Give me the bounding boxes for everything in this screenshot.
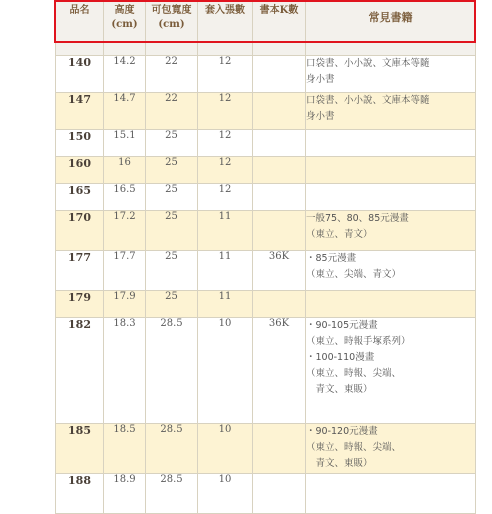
row-width-cell: 25 [146,211,198,251]
table-row [56,157,476,184]
row-k-cell [253,130,306,157]
table-row [56,474,476,514]
header-name-label: 品名 [69,5,90,16]
row-width-cell: 25 [146,184,198,211]
row-width-cell: 25 [146,251,198,291]
row-books-cell [306,318,476,424]
header-height [104,1,146,56]
row-books-cell [306,130,476,157]
row-height-cell: 17.2 [104,211,146,251]
row-width-cell: 25 [146,291,198,318]
row-height-cell: 14.7 [104,93,146,130]
book-line: 身小書 [306,74,335,85]
book-line: （東立、時報、尖端、 [306,368,402,379]
row-name-cell: 179 [56,291,104,318]
row-name-cell: 147 [56,93,104,130]
row-width-cell: 28.5 [146,474,198,514]
row-books-cell [306,211,476,251]
row-height-cell: 18.5 [104,424,146,474]
header-books [306,1,476,56]
row-name-cell: 160 [56,157,104,184]
row-name-cell: 140 [56,56,104,93]
table-row [56,424,476,474]
row-books-cell [306,291,476,318]
row-width-cell: 28.5 [146,318,198,424]
row-k-cell: 36K [253,251,306,291]
row-count-cell: 12 [198,56,253,93]
header-books-label: 常見書籍 [368,11,413,24]
row-width-cell: 28.5 [146,424,198,474]
row-height-cell: 17.7 [104,251,146,291]
table-row [56,318,476,424]
header-k-label: 書本K數 [259,5,299,16]
table-row [56,291,476,318]
size-table [55,0,476,514]
book-line: 口袋書、小小說、文庫本等隨 [306,58,430,69]
header-name [56,1,104,56]
table-row [56,93,476,130]
row-name-cell: 165 [56,184,104,211]
book-line: （東立、青文） [306,229,373,240]
book-line: ・100-110漫畫 [306,352,375,363]
row-k-cell: 36K [253,318,306,424]
book-line: 青文、東販） [306,384,373,395]
header-height-unit: (cm) [111,19,138,30]
book-line: ・90-105元漫畫 [306,320,378,331]
table-body [56,56,476,514]
row-books-cell [306,251,476,291]
book-line: 口袋書、小小說、文庫本等隨 [306,95,430,106]
table-row [56,184,476,211]
table-row [56,251,476,291]
book-line: （東立、時報、尖端、 [306,442,402,453]
table-header [56,1,476,56]
row-height-cell: 17.9 [104,291,146,318]
row-books-cell [306,56,476,93]
book-line: （東立、尖端、青文） [306,269,402,280]
table-row [56,130,476,157]
row-width-cell: 22 [146,56,198,93]
row-books-cell [306,474,476,514]
header-k [253,1,306,56]
table-row [56,56,476,93]
row-books-cell [306,184,476,211]
row-width-cell: 25 [146,130,198,157]
row-k-cell [253,291,306,318]
row-count-cell: 12 [198,130,253,157]
row-count-cell: 10 [198,474,253,514]
row-count-cell: 12 [198,93,253,130]
table-row [56,211,476,251]
row-width-cell: 22 [146,93,198,130]
book-line: ・90-120元漫畫 [306,426,378,437]
row-count-cell: 12 [198,157,253,184]
header-width-unit: (cm) [158,19,185,30]
row-name-cell: 177 [56,251,104,291]
row-books-cell [306,93,476,130]
row-height-cell: 16 [104,157,146,184]
row-k-cell [253,474,306,514]
header-count-label: 套入張數 [205,5,245,16]
row-k-cell [253,56,306,93]
header-count [198,1,253,56]
row-width-cell: 25 [146,157,198,184]
row-books-cell [306,424,476,474]
row-count-cell: 11 [198,251,253,291]
book-line: （東立、時報手塚系列） [306,336,411,347]
row-books-cell [306,157,476,184]
row-count-cell: 10 [198,318,253,424]
row-k-cell [253,424,306,474]
row-count-cell: 10 [198,424,253,474]
row-name-cell: 170 [56,211,104,251]
header-height-label: 高度 [114,5,135,16]
book-line: ・85元漫畫 [306,253,357,264]
row-height-cell: 16.5 [104,184,146,211]
row-k-cell [253,93,306,130]
row-k-cell [253,157,306,184]
book-line: 一般75、80、85元漫畫 [306,213,409,224]
row-height-cell: 15.1 [104,130,146,157]
row-height-cell: 18.3 [104,318,146,424]
header-width-label: 可包寬度 [151,5,192,16]
row-k-cell [253,184,306,211]
row-count-cell: 12 [198,184,253,211]
header-width [146,1,198,56]
book-line: 身小書 [306,111,335,122]
row-count-cell: 11 [198,291,253,318]
row-height-cell: 14.2 [104,56,146,93]
row-name-cell: 188 [56,474,104,514]
row-height-cell: 18.9 [104,474,146,514]
row-count-cell: 11 [198,211,253,251]
book-line: 青文、東販） [306,458,373,469]
row-name-cell: 182 [56,318,104,424]
row-name-cell: 150 [56,130,104,157]
row-k-cell [253,211,306,251]
row-name-cell: 185 [56,424,104,474]
